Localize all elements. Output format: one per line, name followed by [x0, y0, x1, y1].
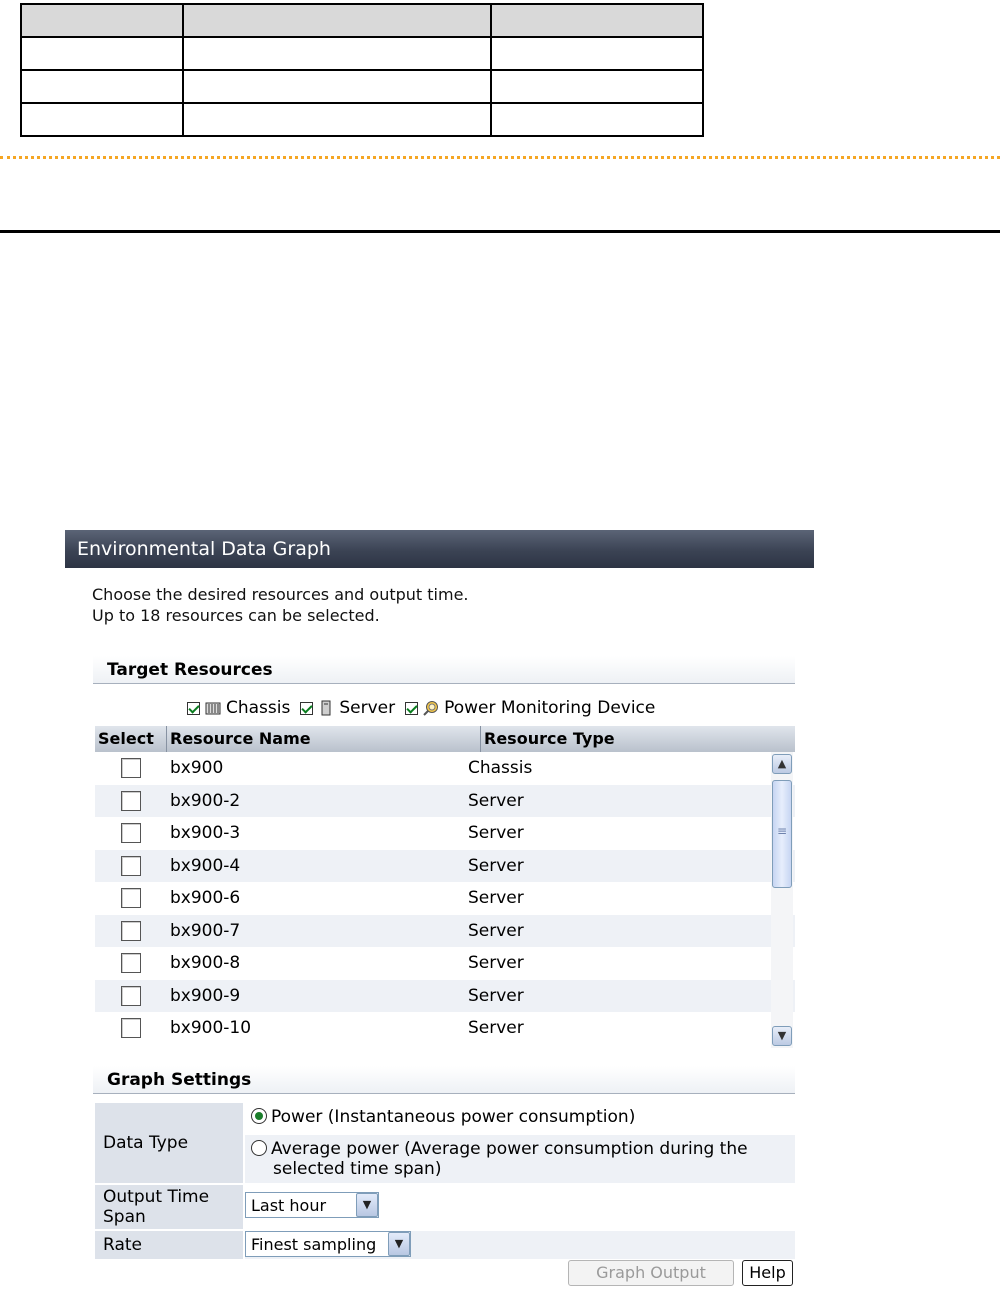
resource-type: Server [468, 888, 524, 909]
server-icon [318, 700, 334, 716]
table-row[interactable] [95, 947, 795, 980]
chassis-icon [205, 700, 221, 716]
power-monitor-filter-checkbox[interactable] [405, 702, 418, 715]
row-select-checkbox[interactable] [121, 953, 141, 973]
rate-row [95, 1231, 795, 1259]
output-time-span-label [95, 1185, 243, 1229]
row-select-checkbox[interactable] [121, 986, 141, 1006]
table-row[interactable] [95, 752, 795, 785]
output-time-span-row [95, 1185, 795, 1229]
resource-type: Server [468, 1018, 524, 1039]
scroll-down-icon[interactable]: ▼ [772, 1026, 792, 1046]
resource-type: Server [468, 790, 524, 811]
table-header-row [21, 4, 703, 37]
intro-line-2: Up to 18 resources can be selected. [92, 606, 380, 625]
table-row[interactable] [95, 850, 795, 883]
rate-value: Finest sampling [251, 1234, 377, 1254]
resource-name: bx900-6 [170, 888, 241, 909]
resource-type: Server [468, 953, 524, 974]
resource-name: bx900-4 [170, 855, 241, 876]
data-type-label: Data Type [95, 1103, 243, 1183]
power-monitor-icon [423, 700, 439, 716]
output-time-span-label-line-1: Output Time [103, 1187, 210, 1207]
resource-type: Server [468, 823, 524, 844]
average-power-option-label-1: Average power (Average power consumption during the [271, 1139, 748, 1159]
chassis-filter-label: Chassis [226, 698, 291, 718]
rate-select[interactable] [245, 1231, 411, 1257]
table-row [21, 37, 703, 70]
resource-table-header [95, 726, 795, 752]
resource-table-scrollbar[interactable] [771, 752, 793, 1048]
average-power-option[interactable] [245, 1135, 795, 1183]
document-table [20, 3, 704, 137]
resource-table-body [95, 752, 795, 1048]
table-row[interactable] [95, 817, 795, 850]
resource-type: Server [468, 920, 524, 941]
resource-type-filters [187, 697, 655, 719]
table-row[interactable] [95, 915, 795, 948]
output-time-span-value: Last hour [251, 1195, 327, 1215]
output-time-span-label-line-2: Span [103, 1207, 146, 1227]
dotted-divider [0, 156, 1000, 159]
intro-line-1: Choose the desired resources and output time. [92, 585, 469, 604]
chassis-filter-checkbox[interactable] [187, 702, 200, 715]
table-row[interactable] [95, 1012, 795, 1045]
environmental-data-graph-dialog [65, 530, 814, 1290]
table-row [21, 103, 703, 136]
graph-settings-table [95, 1103, 795, 1259]
help-button[interactable]: Help [742, 1260, 793, 1286]
intro-text [92, 584, 469, 626]
chevron-down-icon[interactable]: ▼ [388, 1232, 410, 1256]
section-divider [0, 230, 1000, 233]
resource-type: Server [468, 855, 524, 876]
row-select-checkbox[interactable] [121, 823, 141, 843]
server-filter-label: Server [339, 698, 396, 718]
resource-name: bx900-7 [170, 920, 241, 941]
average-power-radio[interactable] [251, 1140, 267, 1156]
average-power-option-label-2: selected time span) [273, 1159, 442, 1179]
graph-settings-heading: Graph Settings [93, 1066, 795, 1094]
resource-name: bx900-10 [170, 1018, 252, 1039]
resource-name: bx900-3 [170, 823, 241, 844]
power-monitor-filter-label: Power Monitoring Device [444, 698, 656, 718]
resource-name: bx900-9 [170, 985, 241, 1006]
scroll-thumb[interactable] [772, 780, 792, 888]
column-resource-name[interactable]: Resource Name [167, 726, 481, 752]
table-row[interactable] [95, 785, 795, 818]
row-select-checkbox[interactable] [121, 791, 141, 811]
table-row [21, 70, 703, 103]
resource-name: bx900 [170, 758, 224, 779]
resource-type: Chassis [468, 758, 533, 779]
data-type-row [95, 1103, 795, 1183]
row-select-checkbox[interactable] [121, 921, 141, 941]
table-row[interactable] [95, 980, 795, 1013]
dialog-title: Environmental Data Graph [65, 530, 814, 568]
chevron-down-icon[interactable]: ▼ [356, 1193, 378, 1217]
graph-output-button[interactable]: Graph Output [568, 1260, 734, 1286]
scroll-up-icon[interactable]: ▲ [772, 754, 792, 774]
column-select[interactable]: Select [95, 726, 167, 752]
table-row[interactable] [95, 882, 795, 915]
row-select-checkbox[interactable] [121, 888, 141, 908]
row-select-checkbox[interactable] [121, 856, 141, 876]
resource-name: bx900-2 [170, 790, 241, 811]
resource-name: bx900-8 [170, 953, 241, 974]
target-resources-heading: Target Resources [93, 656, 795, 684]
output-time-span-select[interactable] [245, 1192, 379, 1218]
server-filter-checkbox[interactable] [300, 702, 313, 715]
power-option-label: Power (Instantaneous power consumption) [271, 1107, 636, 1127]
rate-label: Rate [95, 1231, 243, 1259]
row-select-checkbox[interactable] [121, 758, 141, 778]
row-select-checkbox[interactable] [121, 1018, 141, 1038]
power-option[interactable] [245, 1103, 795, 1133]
power-radio[interactable] [251, 1108, 267, 1124]
column-resource-type[interactable]: Resource Type [484, 729, 615, 748]
resource-type: Server [468, 985, 524, 1006]
